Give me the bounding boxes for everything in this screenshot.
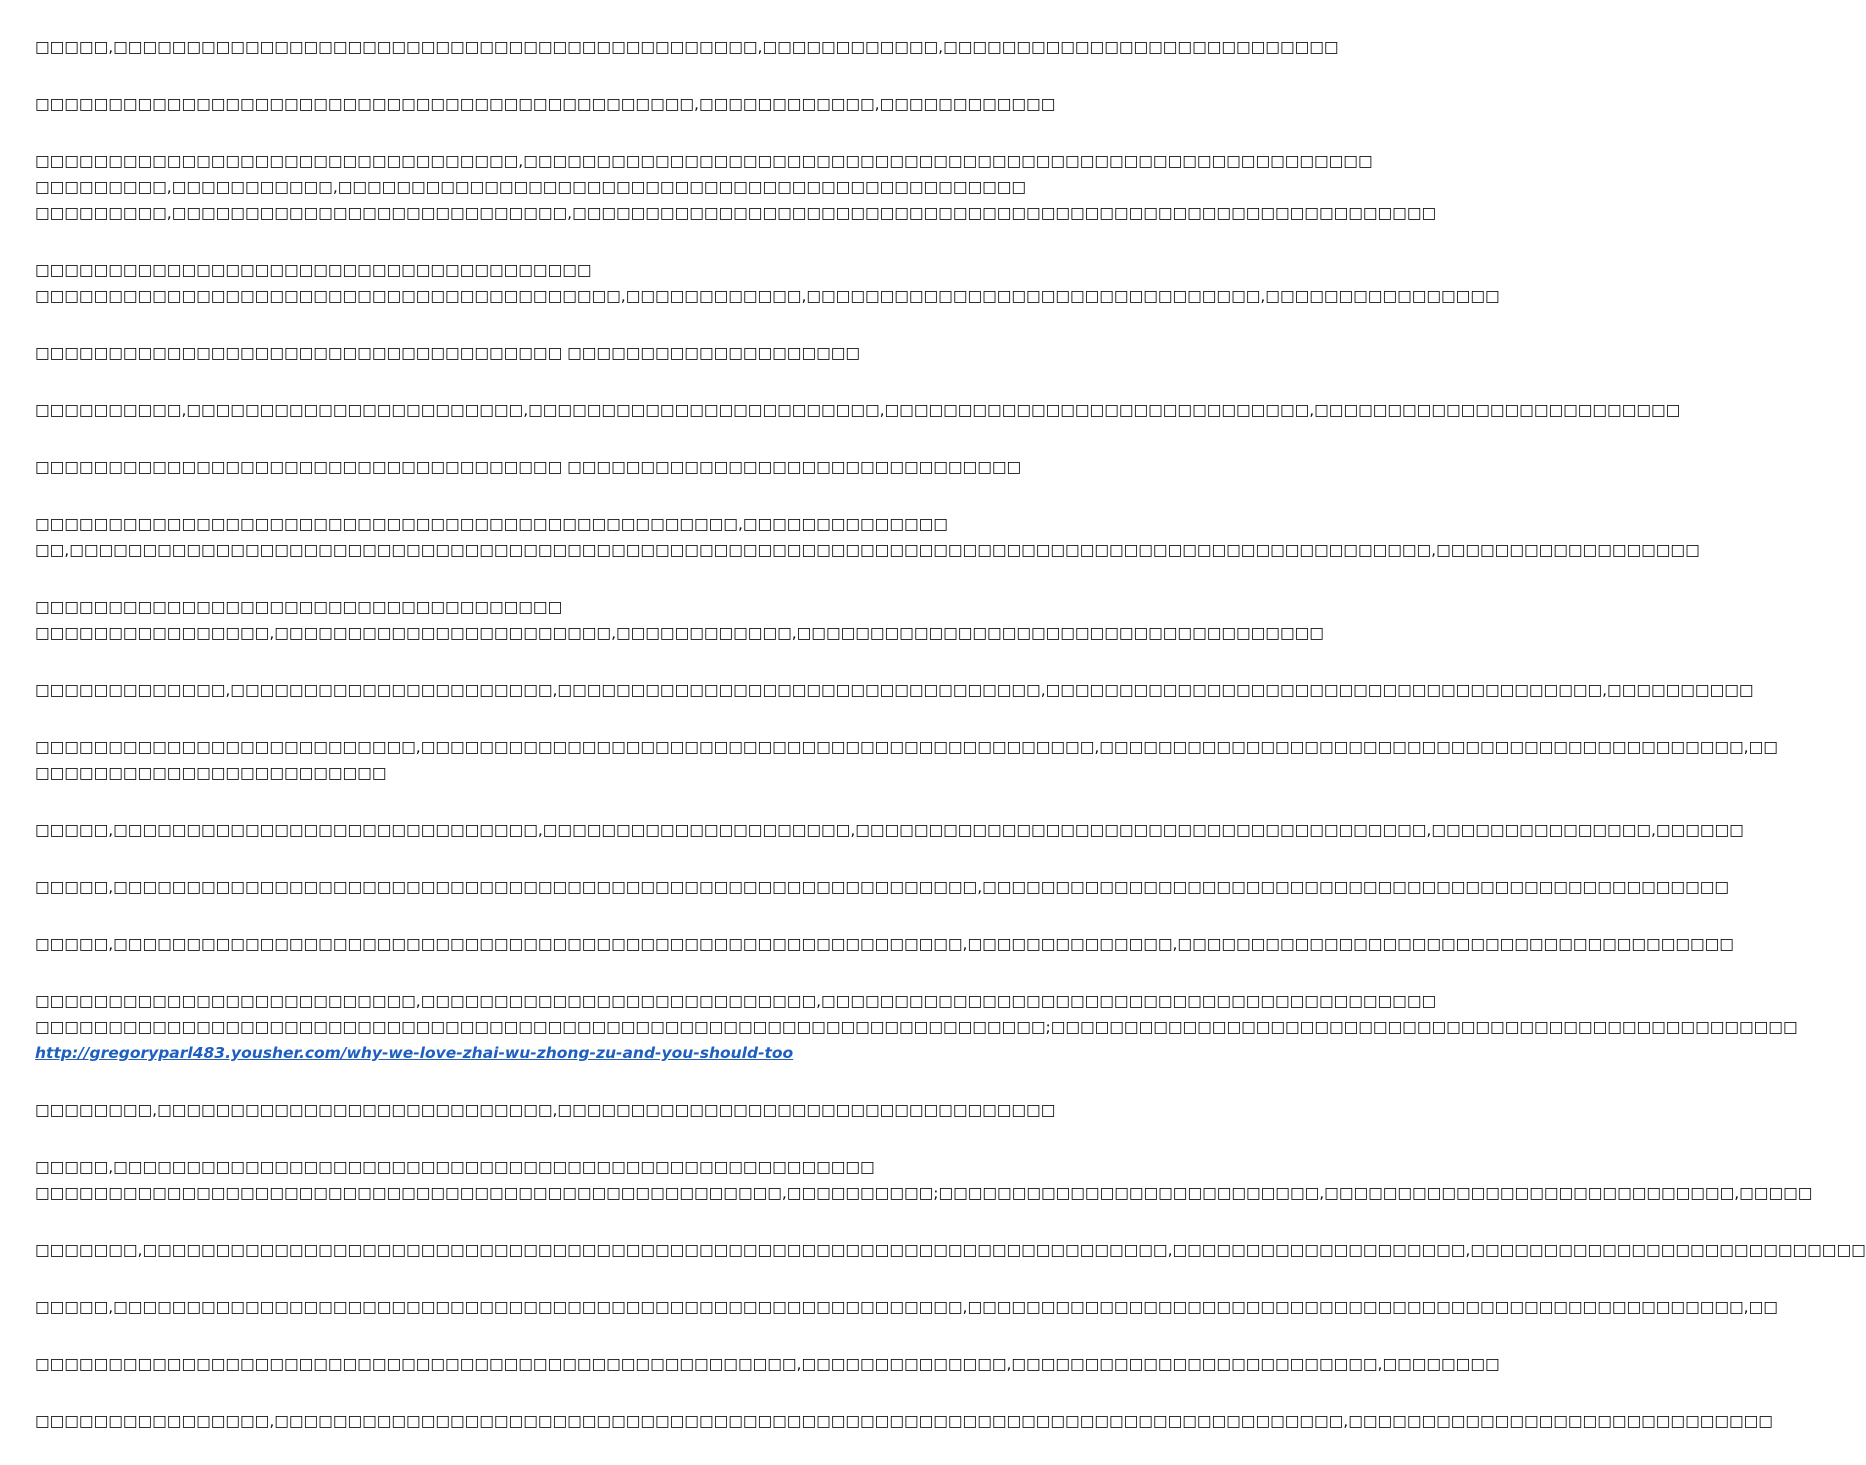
paragraph-line: □□□□□□□,□□□□□□□□□□□□□□□□□□□□□□□□□□□□□□□□□□□□□□□□□□□□□□□□□□□□□□□□□□□□□□□□□□□□□□,□□□□□□□□□□□□□□□□□□□□,□□□□□□□□□□□□□□□□□□□□□□□□□□□	[35, 1241, 1866, 1259]
paragraph	[35, 1237, 1866, 1263]
paragraph-line: □□□□□□□□,□□□□□□□□□□□□□□□□□□□□□□□□□□□,□□□□□□□□□□□□□□□□□□□□□□□□□□□□□□□□□□	[35, 1101, 1056, 1119]
paragraph-line: □□,□□□□□□□□□□□□□□□□□□□□□□□□□□□□□□□□□□□□□□□□□□□□□□□□□□□□□□□□□□□□□□□□□□□□□□□□□□□□□□□□□□□□□□□□□□□□□,□□□□□□□□□□□□□□□□□□	[35, 541, 1700, 559]
paragraph-line: □□□□□□□□□□□□□□□□□□□□□□□□□□□□□□□□□□□□□□□□□□□□□□□□,□□□□□□□□□□□□□□	[35, 515, 948, 533]
paragraph	[35, 257, 1500, 309]
paragraph-line: □□□□□□□□□□□□□□□□□□□□□□□□□□□□□□□□□□□□ □□□□□□□□□□□□□□□□□□□□	[35, 344, 861, 362]
paragraph	[35, 454, 1022, 480]
paragraph-line: □□□□□,□□□□□□□□□□□□□□□□□□□□□□□□□□□□□□□□□□□□□□□□□□□□□□□□□□□□□□□□□□□,□□□□□□□□□□□□□□□□□□□□□□□□□□□□□□□□□□□□□□□□□□□□□□□□□□□	[35, 878, 1730, 896]
paragraph	[35, 340, 990, 366]
paragraph-line: □□□□□□□□□□□□□□□□□□□□□□□□□□□□□□□□□□□□□□□□□□□□□,□□□□□□□□□□□□,□□□□□□□□□□□□	[35, 95, 1056, 113]
paragraph-line: □□□□□□□□□□□□□□□□□□□□□□□□□□,□□□□□□□□□□□□□□□□□□□□□□□□□□□,□□□□□□□□□□□□□□□□□□□□□□□□□□□□□□□□□□□□□□□□□□	[35, 992, 1437, 1010]
paragraph-line: □□□□□□□□□□□□□□□□□□□□□□□□□□□□□□□□□□□□	[35, 598, 563, 616]
paragraph	[35, 734, 1778, 786]
paragraph-line: □□□□□□□□□□,□□□□□□□□□□□□□□□□□□□□□□□,□□□□□□□□□□□□□□□□□□□□□□□□,□□□□□□□□□□□□□□□□□□□□□□□□□□□□□,□□□□□□□□□□□□□□□□□□□□□□□□□	[35, 401, 1681, 419]
paragraph-line: □□□□□,□□□□□□□□□□□□□□□□□□□□□□□□□□□□□□□□□□□□□□□□□□□□□□□□□□□□□□□□□□,□□□□□□□□□□□□□□□□□□□□□□□□□□□□□□□□□□□□□□□□□□□□□□□□□□□□□,□□	[35, 1298, 1778, 1316]
paragraph-line: □□□□□,□□□□□□□□□□□□□□□□□□□□□□□□□□□□□□□□□□□□□□□□□□□□,□□□□□□□□□□□□,□□□□□□□□□□□□□□□□□□□□□□□□□□□	[35, 38, 1339, 56]
paragraph	[35, 34, 1339, 60]
paragraph-line: □□□□□□□□□,□□□□□□□□□□□□□□□□□□□□□□□□□□□,□□□□□□□□□□□□□□□□□□□□□□□□□□□□□□□□□□□□□□□□□□□□□□□□□□□□□□□□□□□	[35, 204, 1437, 222]
paragraph	[35, 1408, 1773, 1434]
paragraph	[35, 817, 1744, 843]
paragraph	[35, 511, 1700, 563]
paragraph	[35, 874, 1730, 900]
paragraph	[35, 397, 1681, 423]
paragraph-line: □□□□□□□□□□□□□□□□,□□□□□□□□□□□□□□□□□□□□□□□□□□□□□□□□□□□□□□□□□□□□□□□□□□□□□□□□□□□□□□□□□□□□□□□□□,□□□□□□□□□□□□□□□□□□□□□□□□□□□□□	[35, 1412, 1773, 1430]
paragraph-line: □□□□□,□□□□□□□□□□□□□□□□□□□□□□□□□□□□□□□□□□□□□□□□□□□□□□□□□□□□□□□□□□,□□□□□□□□□□□□□□,□□□□□□□□□□□□□□□□□□□□□□□□□□□□□□□□□□□□□□	[35, 935, 1734, 953]
paragraph-line: □□□□□□□□□□□□□□□□□□□□□□□□	[35, 764, 387, 782]
paragraph-line: □□□□□,□□□□□□□□□□□□□□□□□□□□□□□□□□□□□□□□□□□□□□□□□□□□□□□□□□□□	[35, 1158, 875, 1176]
paragraph-line: □□□□□□□□□□□□□□□□□□□□□□□□□□□□□□□□□□□□□□□□,□□□□□□□□□□□□,□□□□□□□□□□□□□□□□□□□□□□□□□□□□□□□,□□□□□□□□□□□□□□□□	[35, 287, 1500, 305]
paragraph	[35, 1294, 1778, 1320]
paragraph-line: □□□□□,□□□□□□□□□□□□□□□□□□□□□□□□□□□□□,□□□□□□□□□□□□□□□□□□□□□,□□□□□□□□□□□□□□□□□□□□□□□□□□□□□□□□□□□□□□□,□□□□□□□□□□□□□□□,□□□□□□	[35, 821, 1744, 839]
paragraph	[35, 931, 1734, 957]
paragraph-line: □□□□□□□□□□□□□□□□□□□□□□□□□□□□□□□□□□□□□□	[35, 261, 592, 279]
paragraph-line: □□□□□□□□□□□□□□□□□□□□□□□□□□□□□□□□□□□□ □□□□□□□□□□□□□□□□□□□□□□□□□□□□□□□	[35, 458, 1022, 476]
paragraph-line: □□□□□□□□□□□□□□□□□□□□□□□□□□□□□□□□□,□□□□□□□□□□□□□□□□□□□□□□□□□□□□□□□□□□□□□□□□□□□□□□□□□□□□□□□□□□	[35, 152, 1373, 170]
paragraph-line: □□□□□□□□□□□□□□□□□□□□□□□□□□,□□□□□□□□□□□□□□□□□□□□□□□□□□□□□□□□□□□□□□□□□□□□□□,□□□□□□□□□□□□□□□□□□□□□□□□□□□□□□□□□□□□□□□□□□□□,□□	[35, 738, 1778, 756]
paragraph	[35, 1351, 1500, 1377]
document-body	[35, 34, 1866, 1465]
paragraph	[35, 148, 1437, 226]
paragraph	[35, 988, 1798, 1066]
article-link[interactable]: http://gregoryparl483.yousher.com/why-we-love-zhai-wu-zhong-zu-and-you-should-too	[35, 1044, 794, 1062]
paragraph	[35, 91, 1056, 117]
paragraph-line: □□□□□□□□□□□□□□□□□□□□□□□□□□□□□□□□□□□□□□□□□□□□□□□□□□□,□□□□□□□□□□;□□□□□□□□□□□□□□□□□□□□□□□□□□,□□□□□□□□□□□□□□□□□□□□□□□□□□□□,□□□□□	[35, 1184, 1813, 1202]
paragraph-line: □□□□□□□□□,□□□□□□□□□□□,□□□□□□□□□□□□□□□□□□□□□□□□□□□□□□□□□□□□□□□□□□□□□□□	[35, 178, 1027, 196]
paragraph	[35, 1097, 1056, 1123]
paragraph	[35, 594, 1324, 646]
paragraph-line: □□□□□□□□□□□□□□□□□□□□□□□□□□□□□□□□□□□□□□□□□□□□□□□□□□□□,□□□□□□□□□□□□□□,□□□□□□□□□□□□□□□□□□□□□□□□□,□□□□□□□□	[35, 1355, 1500, 1373]
paragraph	[35, 1154, 1813, 1206]
paragraph-line: □□□□□□□□□□□□□□□□,□□□□□□□□□□□□□□□□□□□□□□□,□□□□□□□□□□□□,□□□□□□□□□□□□□□□□□□□□□□□□□□□□□□□□□□□□	[35, 624, 1324, 642]
paragraph-line: □□□□□□□□□□□□□□□□□□□□□□□□□□□□□□□□□□□□□□□□□□□□□□□□□□□□□□□□□□□□□□□□□□□□□;□□□□□□□□□□□□□□□□□□□□□□□□□□□□□□□□□□□□□□□□□□□□□□□□□□□	[35, 1018, 1798, 1036]
paragraph	[35, 677, 1754, 703]
paragraph-line: □□□□□□□□□□□□□,□□□□□□□□□□□□□□□□□□□□□□,□□□□□□□□□□□□□□□□□□□□□□□□□□□□□□□□□,□□□□□□□□□□□□□□□□□□□□□□□□□□□□□□□□□□□□□□,□□□□□□□□□□	[35, 681, 1754, 699]
